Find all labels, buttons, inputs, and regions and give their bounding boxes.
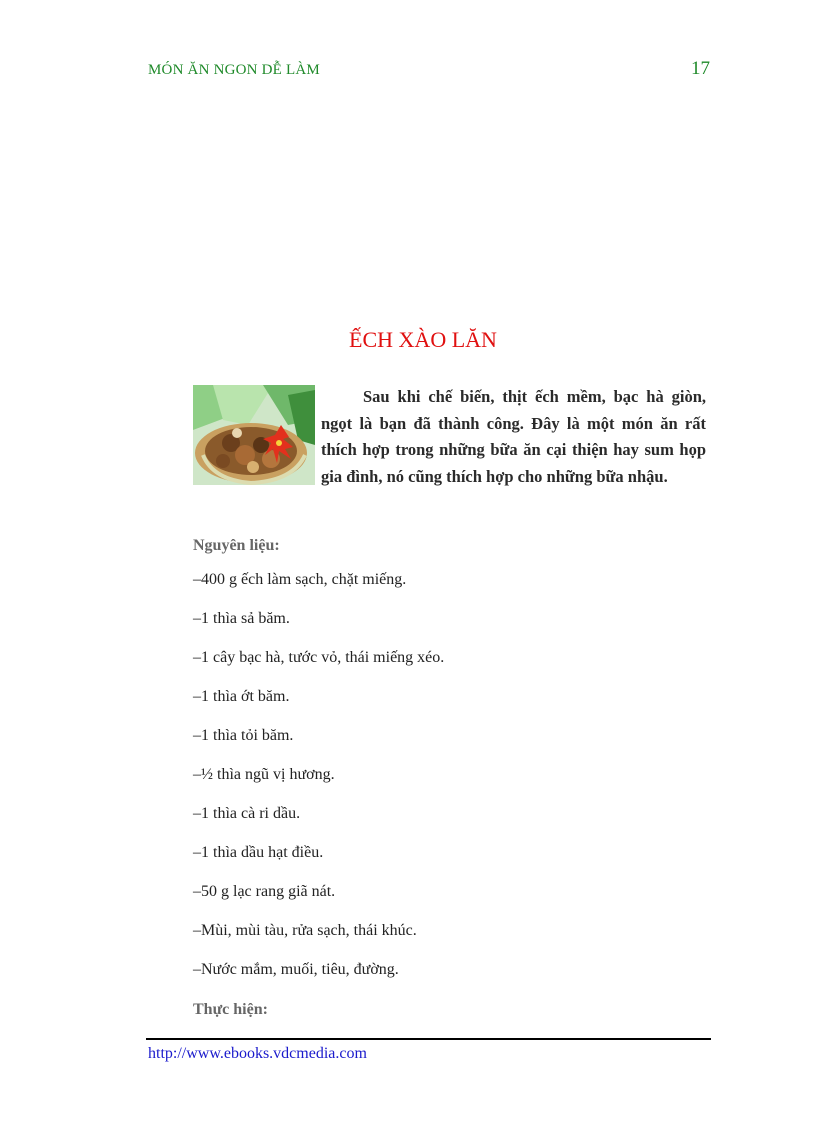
dish-photo (193, 385, 315, 485)
ingredients-list (193, 570, 444, 999)
list-item: ‒1 thìa ớt băm. (193, 688, 290, 705)
recipe-intro (321, 384, 706, 490)
list-item: ‒400 g ếch làm sạch, chặt miếng. (193, 571, 407, 588)
running-header-title: MÓN ĂN NGON DỄ LÀM (148, 62, 320, 78)
page-number: 17 (691, 58, 710, 79)
list-item: ‒1 thìa dầu hạt điều. (193, 844, 324, 861)
method-heading: Thực hiện: (193, 1001, 268, 1018)
footer-link[interactable]: http://www.ebooks.vdcmedia.com (148, 1045, 367, 1062)
ingredients-heading: Nguyên liệu: (193, 537, 280, 554)
list-item: ‒1 cây bạc hà, tước vỏ, thái miếng xéo. (193, 649, 445, 666)
recipe-intro-text: Sau khi chế biến, thịt ếch mềm, bạc hà giòn, ngọt là bạn đã thành công. Đây là một món ăn rất thích hợp trong những bữa ăn cại thiện hay sum họp gia đình, nó cũng thích hợp cho những bữa nhậu. (321, 387, 706, 486)
list-item: ‒1 thìa sả băm. (193, 610, 290, 627)
list-item: ‒Nước mắm, muối, tiêu, đường. (193, 961, 399, 978)
list-item: ‒Mùi, mùi tàu, rửa sạch, thái khúc. (193, 922, 417, 939)
list-item: ‒1 thìa cà ri dầu. (193, 805, 301, 822)
footer-divider (146, 1038, 711, 1040)
list-item: ‒½ thìa ngũ vị hương. (193, 766, 335, 783)
list-item: ‒1 thìa tỏi băm. (193, 727, 294, 744)
recipe-title: ẾCH XÀO LĂN (349, 327, 497, 352)
list-item: ‒50 g lạc rang giã nát. (193, 883, 336, 900)
